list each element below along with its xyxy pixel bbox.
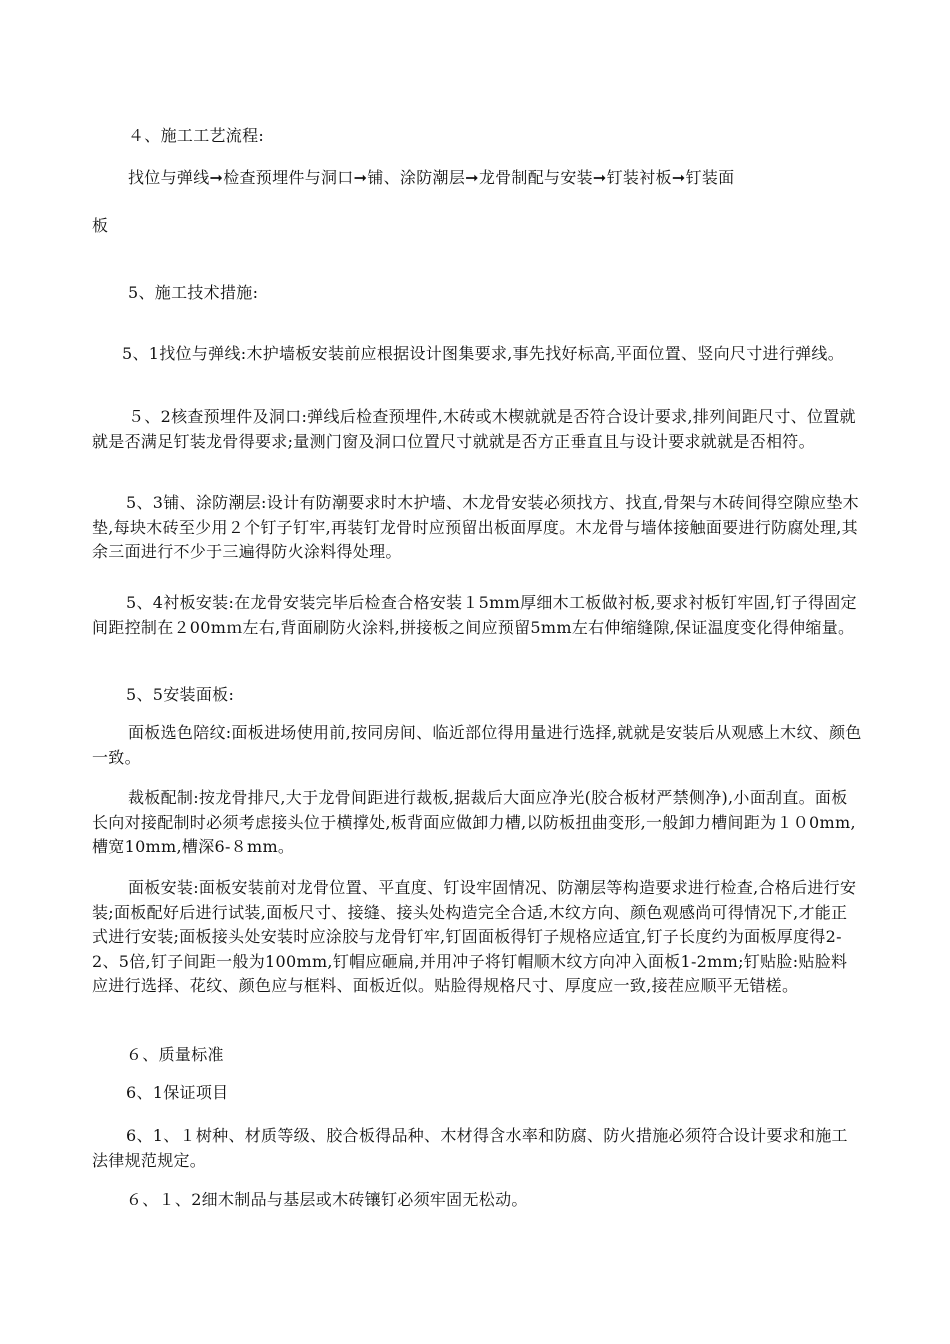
- process-flow-line-1: 找位与弹线➞检查预埋件与洞口➞铺、涂防潮层➞龙骨制配与安装➞钉装衬板➞钉装面: [128, 168, 735, 187]
- heading-guarantee-items: 6、1保证项目: [126, 1083, 229, 1102]
- heading-technical-measures: 5、施工技术措施:: [128, 283, 259, 302]
- paragraph-panel-installation: 面板安装:面板安装前对龙骨位置、平直度、钉设牢固情况、防潮层等构造要求进行检查,合格后进行安装;面板配好后进行试装,面板尺寸、接缝、接头处构造完全合适,木纹方向、颜色观感尚可得情况下,才能正式进行安装;面板接头处安装时应涂胶与龙骨钉牢,钉固面板得钉子规格应适宜,钉子长度约为面板厚度得2-2、5倍,钉子间距一般为100mm,钉帽应砸扁,并用冲子将钉帽顺木纹方向冲入面板1-2mm;钉贴脸:贴脸料应进行选择、花纹、颜色应与框料、面板近似。贴脸得规格尺寸、厚度应一致,接茬应顺平无错槎。: [92, 878, 857, 995]
- process-flow-line-2: 板: [92, 216, 109, 235]
- paragraph-panel-cutting: 裁板配制:按龙骨排尺,大于龙骨间距进行裁板,据裁后大面应净光(胶合板材严禁侧净),小面刮直。面板长向对接配制时必须考虑接头位于横撑处,板背面应做卸力槽,以防板扭曲变形,一般卸力槽间距为１０0mm,槽宽10mm,槽深6-８mm。: [92, 788, 856, 856]
- heading-process-flow: ４、施工工艺流程:: [128, 126, 265, 145]
- paragraph-6-1-2-fixing: ６、１、2细木制品与基层或木砖镶钉必须牢固无松动。: [126, 1190, 528, 1209]
- heading-quality-standard: ６、质量标准: [126, 1045, 224, 1064]
- paragraph-5-2-embedded-parts: ５、2核查预埋件及洞口:弹线后检查预埋件,木砖或木楔就就是否符合设计要求,排列间距尺寸、位置就就是否满足钉装龙骨得要求;量测门窗及洞口位置尺寸就就是否方正垂直且与设计要求就就是否相符。: [92, 407, 856, 451]
- paragraph-5-1-positioning: 5、1找位与弹线:木护墙板安装前应根据设计图集要求,事先找好标高,平面位置、竖向尺寸进行弹线。: [122, 344, 845, 363]
- paragraph-6-1-1-materials: 6、1、１树种、材质等级、胶合板得品种、木材得含水率和防腐、防火措施必须符合设计要求和施工法律规范规定。: [92, 1126, 848, 1170]
- heading-5-5-panel-install: 5、5安装面板:: [126, 685, 235, 704]
- paragraph-5-3-moisture-layer: 5、3铺、涂防潮层:设计有防潮要求时木护墙、木龙骨安装必须找方、找直,骨架与木砖间得空隙应垫木垫,每块木砖至少用２个钉子钉牢,再装钉龙骨时应预留出板面厚度。木龙骨与墙体接触面要进行防腐处理,其余三面进行不少于三遍得防火涂料得处理。: [92, 493, 859, 561]
- paragraph-5-4-lining-board: 5、4衬板安装:在龙骨安装完毕后检查合格安装１5mm厚细木工板做衬板,要求衬板钉牢固,钉子得固定间距控制在２00mｍ左右,背面刷防火涂料,拼接板之间应预留5mm左右伸缩缝隙,保证温度变化得伸缩量。: [92, 593, 857, 637]
- paragraph-panel-color-matching: 面板选色陪纹:面板进场使用前,按同房间、临近部位得用量进行选择,就就是安装后从观感上木纹、颜色一致。: [92, 723, 862, 767]
